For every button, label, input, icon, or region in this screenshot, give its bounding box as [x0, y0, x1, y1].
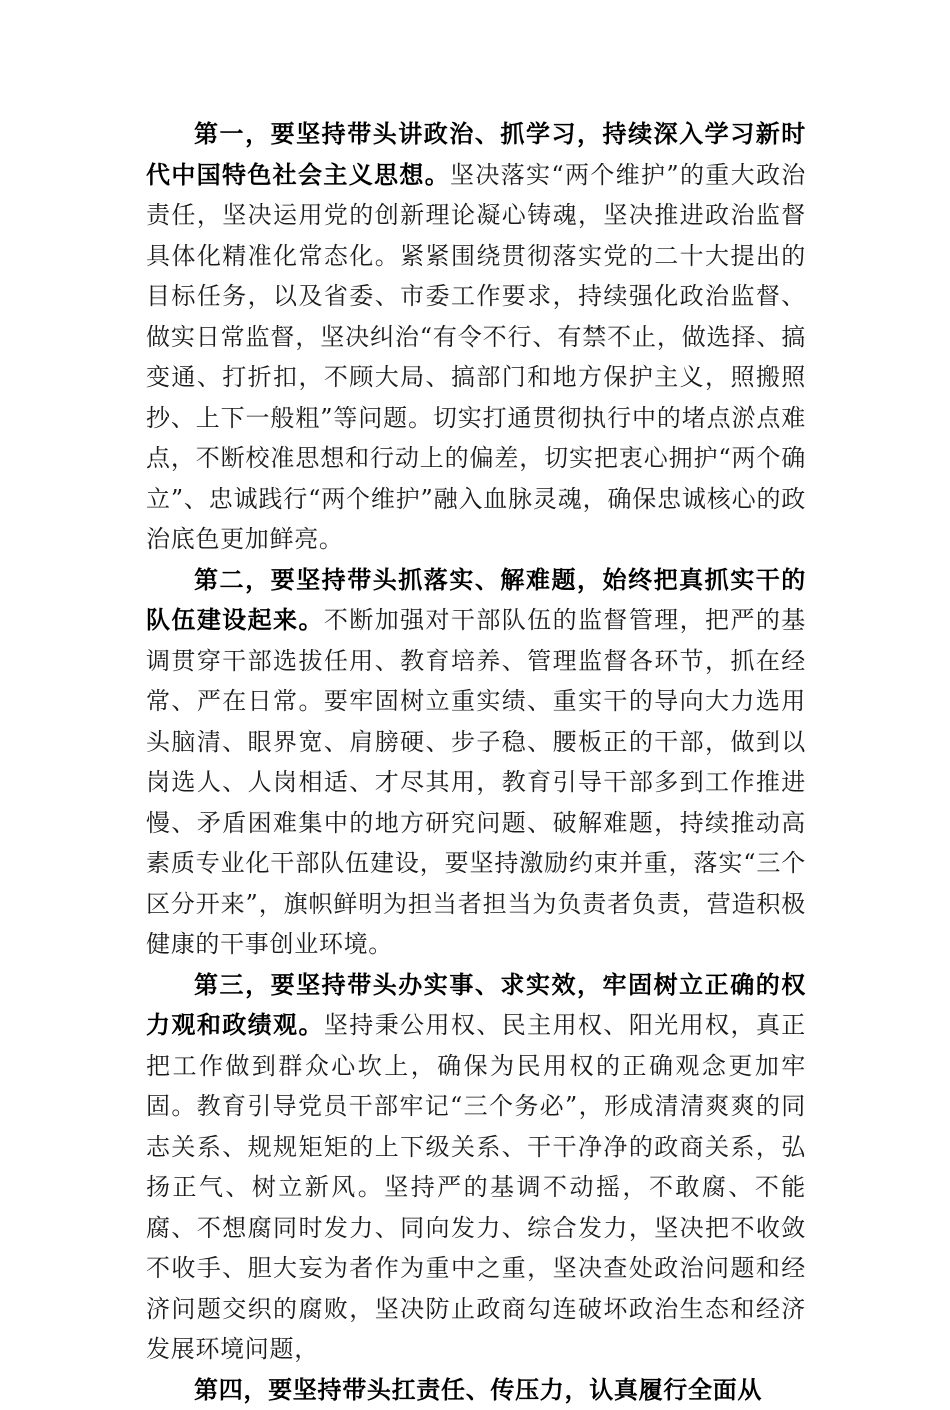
paragraph-2 [146, 560, 806, 965]
paragraph-2-body: 不断加强对干部队伍的监督管理，把严的基调贯穿干部选拔任用、教育培养、管理监督各环节，抓在经常、严在日常。要牢固树立重实绩、重实干的导向大力选用头脑清、眼界宽、肩膀硬、步子稳、腰板正的干部，做到以岗选人、人岗相适、才尽其用，教育引导干部多到工作推进慢、矛盾困难集中的地方研究问题、破解难题，持续推动高素质专业化干部队伍建设，要坚持激励约束并重，落实“三个区分开来”，旗帜鲜明为担当者担当为负责者负责，营造积极健康的干事创业环境。 [146, 606, 806, 958]
paragraph-2-lead: 第二，要坚持带头抓落实、解难题，始终把真抓实干的队伍建设起来。 [146, 565, 806, 635]
paragraph-4 [146, 1370, 806, 1410]
paragraph-4-lead: 第四，要坚持带头扛责任、传压力，认真履行全面从 [194, 1375, 762, 1404]
paragraph-3-body: 坚持秉公用权、民主用权、阳光用权，真正把工作做到群众心坎上，确保为民用权的正确观念更加牢固。教育引导党员干部牢记“三个务必”，形成清清爽爽的同志关系、规规矩矩的上下级关系、干干净净的政商关系，弘扬正气、树立新风。坚持严的基调不动摇，不敢腐、不能腐、不想腐同时发力、同向发力、综合发力，坚决把不收敛不收手、胆大妄为者作为重中之重，坚决查处政治问题和经济问题交织的腐败，坚决防止政商勾连破坏政治生态和经济发展环境问题， [146, 1011, 806, 1363]
paragraph-3-lead: 第三，要坚持带头办实事、求实效，牢固树立正确的权力观和政绩观。 [146, 970, 806, 1040]
paragraph-1-lead: 第一，要坚持带头讲政治、抓学习，持续深入学习新时代中国特色社会主义思想。 [146, 119, 806, 189]
paragraph-1 [146, 114, 806, 560]
paragraph-3 [146, 965, 806, 1370]
paragraph-1-body: 坚决落实“两个维护”的重大政治责任，坚决运用党的创新理论凝心铸魂，坚决推进政治监督具体化精准化常态化。紧紧围绕贯彻落实党的二十大提出的目标任务，以及省委、市委工作要求，持续强化政治监督、做实日常监督，坚决纠治“有令不行、有禁不止，做选择、搞变通、打折扣，不顾大局、搞部门和地方保护主义，照搬照抄、上下一般粗”等问题。切实打通贯彻执行中的堵点淤点难点，不断校准思想和行动上的偏差，切实把衷心拥护“两个确立”、忠诚践行“两个维护”融入血脉灵魂，确保忠诚核心的政治底色更加鲜亮。 [146, 161, 806, 554]
document-body [146, 114, 806, 1410]
